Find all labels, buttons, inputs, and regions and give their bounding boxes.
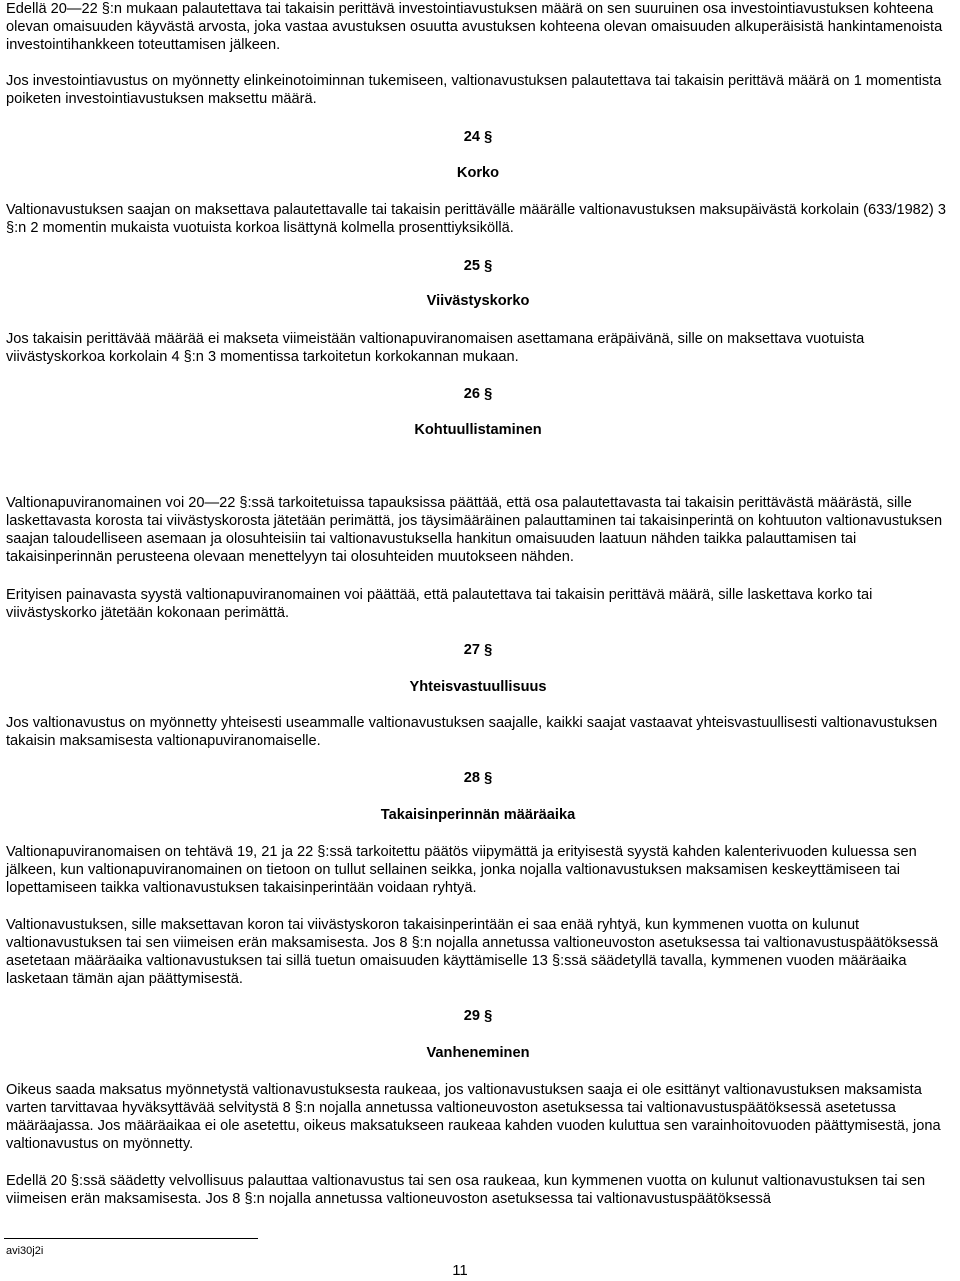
section-paragraph: Erityisen painavasta syystä valtionapuviranomainen voi päättää, että palautettava tai takaisin perittävä määrä, sille laskettava korko tai viivästyskorko jätetään kokonaan perimättä. bbox=[6, 587, 873, 621]
footer-document-id: avi30j2i bbox=[6, 1245, 44, 1257]
section-paragraph: Valtionavustuksen, sille maksettavan koron tai viivästyskoron takaisinperintään ei saa enää ryhtyä, kun kymmenen vuotta on kulunut valtionavustuksen tai sen viimeisen erän maksamisesta. Jos 8 §:n nojalla annetussa valtioneuvoston asetuksessa tai valtionavustuspäätöksessä asetetaan määräaika valtionavustuksen tai sillä tuetun omaisuuden käyttämiselle 13 §:ssä säädetyllä tavalla, kymmenen vuoden määräaika lasketaan tämän ajan päättymisestä. bbox=[6, 917, 939, 987]
section-number: 24 § bbox=[463, 129, 493, 145]
paragraph-intro-2: Jos investointiavustus on myönnetty elinkeinotoiminnan tukemiseen, valtionavustuksen palautettava tai takaisin perittävä määrä on 1 momentista poiketen investointiavustuksen maksettu määrä. bbox=[6, 73, 942, 107]
section-title: Viivästyskorko bbox=[426, 293, 530, 309]
section-title: Vanheneminen bbox=[426, 1045, 530, 1061]
section-paragraph: Edellä 20 §:ssä säädetty velvollisuus palauttaa valtionavustus tai sen osa raukeaa, kun kymmenen vuotta on kulunut valtionavustuksen tai sen viimeisen erän maksamisesta. Jos 8 §:n nojalla annetussa valtioneuvoston asetuksessa tai valtionavustuspäätöksessä bbox=[6, 1173, 926, 1207]
section-paragraph: Jos valtionavustus on myönnetty yhteisesti useammalle valtionavustuksen saajalle, kaikki saajat vastaavat yhteisvastuullisesti valtionavustuksen takaisin maksamisesta valtionapuviranomaiselle. bbox=[6, 715, 938, 749]
section-number: 28 § bbox=[463, 770, 493, 786]
section-paragraph: Oikeus saada maksatus myönnetystä valtionavustuksesta raukeaa, jos valtionavustuksen saaja ei ole esittänyt valtionavustuksen maksamista varten tarvittavaa hyväksyttävää selvitystä 8 §:n nojalla annetussa valtioneuvoston asetuksessa tai valtionavustuspäätöksessä asetetussa määräajassa. Jos määräaikaa ei ole asetettu, oikeus maksatukseen raukeaa kahden vuoden kuluttua sen varainhoitovuoden päättymisestä, jona valtionavustus on myönnetty. bbox=[6, 1082, 941, 1152]
section-number: 25 § bbox=[463, 258, 493, 274]
page-number: 11 bbox=[452, 1262, 468, 1279]
section-title: Kohtuullistaminen bbox=[414, 422, 542, 438]
section-paragraph: Jos takaisin perittävää määrää ei makseta viimeistään valtionapuviranomaisen asettamana eräpäivänä, sille on maksettava vuotuista viivästyskorkoa korkolain 4 §:n 3 momentissa tarkoitetun korkokannan mukaan. bbox=[6, 331, 865, 365]
section-paragraph: Valtionapuviranomainen voi 20—22 §:ssä tarkoitetuissa tapauksissa päättää, että osa palautettavasta tai takaisin perittävästä määrästä, sille laskettavasta korosta tai viivästyskorosta jätetään perimättä, jos täysimääräinen palauttaminen tai takaisinperintä on kohtuuton valtionavustuksen saajan taloudelliseen asemaan ja olosuhteisiin tai valtionavustuksella hankitun omaisuuden laatuun nähden taikka palauttamisen tai takaisinperinnän perusteena olevaan menettelyyn tai olosuhteiden muutokseen nähden. bbox=[6, 495, 943, 565]
section-number: 27 § bbox=[463, 642, 493, 658]
paragraph-intro-1: Edellä 20—22 §:n mukaan palautettava tai takaisin perittävä investointiavustuksen määrä on sen suuruinen osa investointiavustuksen kohteena olevan omaisuuden käyvästä arvosta, joka vastaa avustuksen osuutta avustuksen kohteena olevan omaisuuden alkuperäisistä hankintamenoista investointihankkeen toteuttamisen jälkeen. bbox=[6, 1, 943, 53]
section-title: Korko bbox=[456, 165, 500, 181]
section-paragraph: Valtionapuviranomaisen on tehtävä 19, 21 ja 22 §:ssä tarkoitettu päätös viipymättä ja erityisestä syystä kahden kalenterivuoden kuluessa sen jälkeen, kun valtionapuviranomainen on tietoon on tullut sellainen seikka, jonka nojalla valtionavustuksen maksamisen keskeyttämiseen tai lopettamiseen taikka valtionavustuksen takaisinperintään voidaan ryhtyä. bbox=[6, 844, 917, 896]
section-number: 26 § bbox=[463, 386, 493, 402]
section-title: Yhteisvastuullisuus bbox=[409, 679, 547, 695]
section-paragraph: Valtionavustuksen saajan on maksettava palautettavalle tai takaisin perittävälle määrälle valtionavustuksen maksupäivästä korkolain (633/1982) 3 §:n 2 momentin mukaista vuotuista korkoa lisättynä kolmella prosenttiyksiköllä. bbox=[6, 202, 946, 236]
section-title: Takaisinperinnän määräaika bbox=[380, 807, 576, 823]
section-number: 29 § bbox=[463, 1008, 493, 1024]
footer-divider bbox=[4, 1238, 258, 1239]
